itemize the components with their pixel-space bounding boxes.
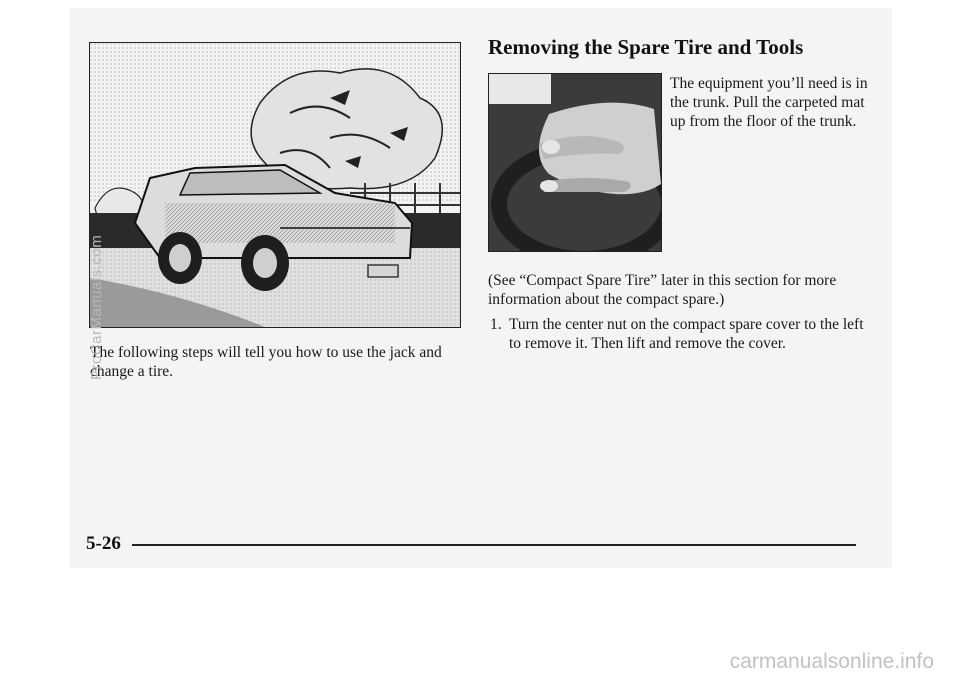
- step-number: 1.: [490, 316, 502, 333]
- bottom-watermark: carmanualsonline.info: [729, 650, 934, 673]
- car-roadside-illustration: [89, 42, 461, 328]
- section-heading: Removing the Spare Tire and Tools: [488, 35, 804, 59]
- footer-rule: [132, 544, 856, 546]
- illustration-caption: The following steps will tell you how to use the jack and change a tire.: [90, 344, 442, 380]
- trunk-photo: [488, 73, 662, 252]
- step-text: Turn the center nut on the compact spare cover to the left to remove it. Then lift and remove the cover.: [509, 316, 864, 352]
- photo-caption: The equipment you’ll need is in the trunk. Pull the carpeted mat up from the floor of the trunk.: [670, 75, 868, 130]
- side-watermark: ProCarManuals.com: [88, 234, 105, 380]
- page-number: 5-26: [86, 533, 121, 554]
- spare-tire-note: (See “Compact Spare Tire” later in this section for more information about the compact spare.): [488, 272, 837, 308]
